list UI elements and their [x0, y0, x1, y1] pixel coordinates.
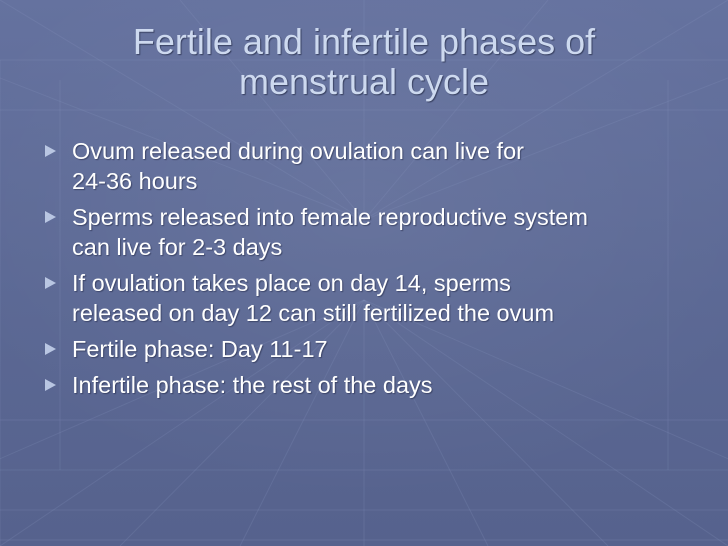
bullet-item	[44, 136, 704, 196]
bullet-text: Ovum released during ovulation can live for 24-36 hours	[72, 138, 524, 194]
bullet-item	[44, 370, 704, 400]
triangle-bullet-icon	[45, 277, 56, 289]
bullet-text: If ovulation takes place on day 14, sperms released on day 12 can still fertilized the ovum	[72, 270, 555, 326]
bullet-item	[44, 202, 704, 262]
triangle-bullet-icon	[45, 145, 56, 157]
triangle-bullet-icon	[45, 211, 56, 223]
bullet-item	[44, 268, 704, 328]
slide-title: Fertile and infertile phases of menstrual cycle	[132, 21, 596, 102]
bullet-text: Fertile phase: Day 11-17	[72, 336, 328, 362]
bullet-text: Sperms released into female reproductive system can live for 2-3 days	[72, 204, 588, 260]
triangle-bullet-icon	[45, 343, 56, 355]
bullet-text: Infertile phase: the rest of the days	[72, 372, 433, 398]
bullet-list	[44, 136, 704, 406]
triangle-bullet-icon	[45, 379, 56, 391]
bullet-item	[44, 334, 704, 364]
